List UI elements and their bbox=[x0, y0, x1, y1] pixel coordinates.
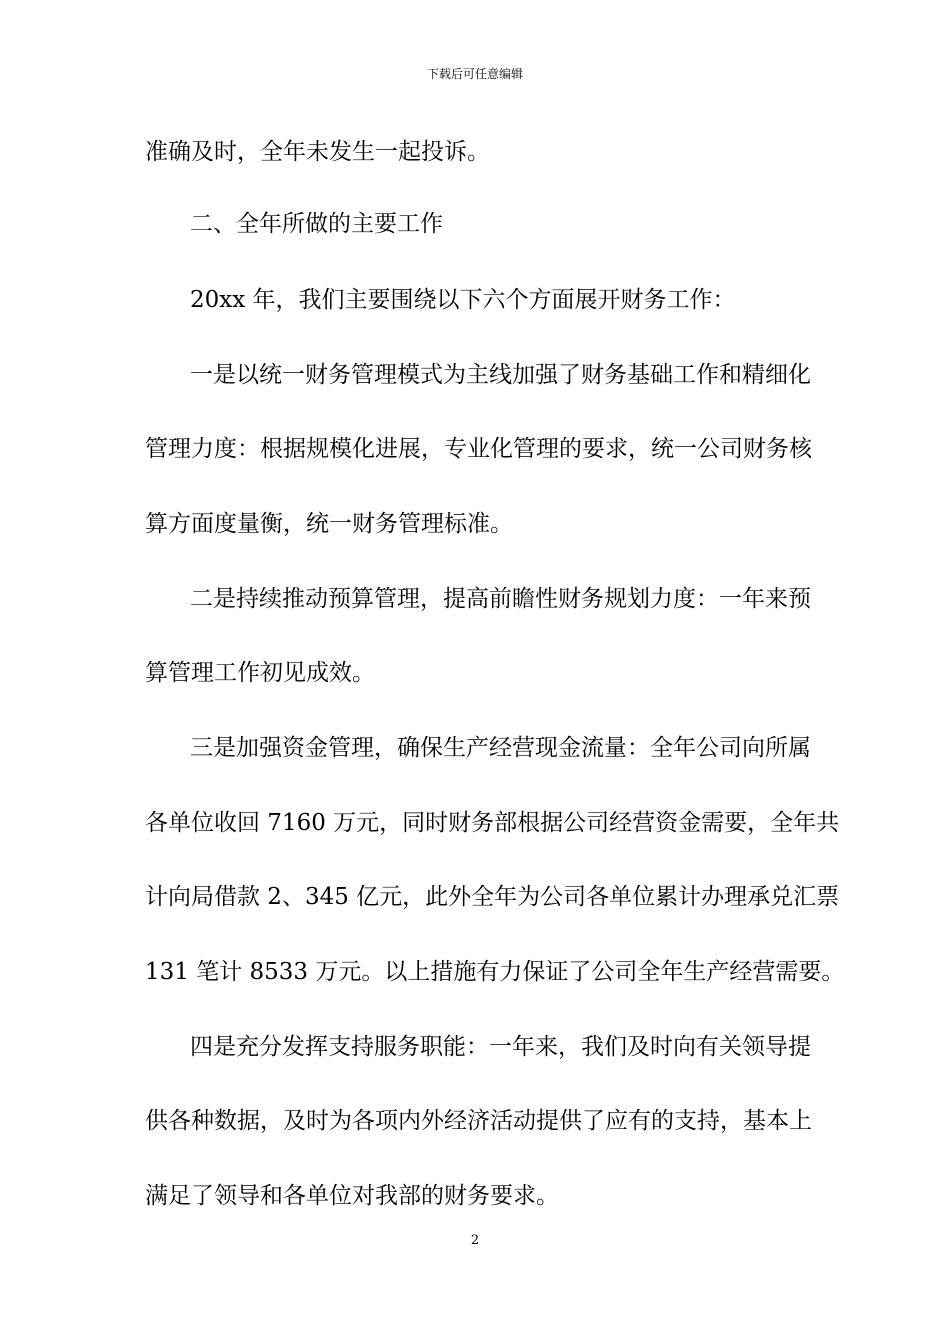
paragraph-first-line: 三是加强资金管理，确保生产经营现金流量：全年公司向所属 bbox=[190, 735, 811, 761]
paragraph-first-line: 四是充分发挥支持服务职能：一年来，我们及时向有关领导提 bbox=[190, 1034, 811, 1060]
text-line: 准确及时，全年未发生一起投诉。 bbox=[145, 139, 490, 165]
section-heading: 二、全年所做的主要工作 bbox=[190, 211, 443, 237]
text-line: 管理力度：根据规模化进展，专业化管理的要求，统一公司财务核 bbox=[145, 436, 812, 462]
text-line: 算方面度量衡，统一财务管理标准。 bbox=[145, 511, 513, 537]
page-header: 下载后可任意编辑 bbox=[426, 67, 523, 81]
text-line: 各单位收回 7160 万元，同时财务部根据公司经营资金需要，全年共 bbox=[145, 810, 840, 836]
paragraph-first-line: 20xx 年，我们主要围绕以下六个方面展开财务工作： bbox=[190, 287, 736, 313]
paragraph-first-line: 一是以统一财务管理模式为主线加强了财务基础工作和精细化 bbox=[190, 362, 811, 388]
page-number: 2 bbox=[470, 1233, 480, 1248]
text-line: 满足了领导和各单位对我部的财务要求。 bbox=[145, 1183, 559, 1209]
text-line: 算管理工作初见成效。 bbox=[145, 660, 375, 686]
text-line: 计向局借款 2、345 亿元，此外全年为公司各单位累计办理承兑汇票 bbox=[145, 884, 840, 910]
paragraph-first-line: 二是持续推动预算管理，提高前瞻性财务规划力度：一年来预 bbox=[190, 586, 811, 612]
text-line: 131 笔计 8533 万元。以上措施有力保证了公司全年生产经营需要。 bbox=[145, 959, 845, 985]
text-line: 供各种数据，及时为各项内外经济活动提供了应有的支持，基本上 bbox=[145, 1108, 812, 1134]
